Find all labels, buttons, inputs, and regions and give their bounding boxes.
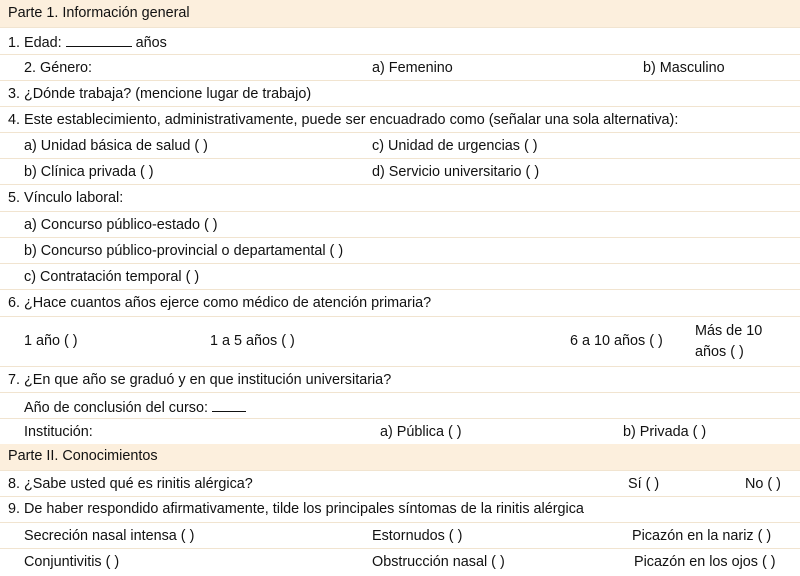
institution-label: Institución: (24, 424, 93, 440)
option-nose-itching[interactable]: Picazón en la nariz ( ) (632, 528, 772, 544)
option-female[interactable]: a) Femenino (372, 60, 453, 76)
question-label: 3. ¿Dónde trabaja? (mencione lugar de trabajo) (8, 86, 312, 102)
option-1-year[interactable]: 1 año ( ) (24, 333, 78, 349)
question-label: 6. ¿Hace cuantos años ejerce como médico de atención primaria? (8, 295, 432, 311)
graduation-year-label: Año de conclusión del curso: (24, 398, 246, 417)
option-male[interactable]: b) Masculino (643, 60, 725, 76)
option-provincial-contest[interactable]: b) Concurso público-provincial o departamental ( ) (24, 243, 344, 259)
question-label: 8. ¿Sabe usted qué es rinitis alérgica? (8, 476, 253, 492)
option-private-clinic[interactable]: b) Clínica privada ( ) (24, 164, 154, 180)
option-emergency-unit[interactable]: c) Unidad de urgencias ( ) (372, 138, 538, 154)
section-header-part1 (0, 0, 800, 27)
age-blank-field[interactable] (66, 33, 132, 47)
question-establishment (0, 106, 800, 132)
options-row (0, 263, 800, 289)
graduation-year-blank-field[interactable] (212, 398, 246, 412)
option-1-5-years[interactable]: 1 a 5 años ( ) (210, 333, 295, 349)
option-sneezing[interactable]: Estornudos ( ) (372, 528, 463, 544)
option-6-10-years[interactable]: 6 a 10 años ( ) (570, 333, 663, 349)
option-more-than-10-line1[interactable]: Más de 10 (695, 323, 763, 339)
question-knows-rhinitis (0, 470, 800, 496)
option-private[interactable]: b) Privada ( ) (623, 424, 707, 440)
question-employment (0, 184, 800, 211)
options-row (0, 158, 800, 184)
option-public[interactable]: a) Pública ( ) (380, 424, 462, 440)
options-row (0, 316, 800, 366)
institution-row (0, 418, 800, 444)
question-symptoms (0, 496, 800, 522)
question-label: 2. Género: (24, 60, 92, 76)
option-more-than-10-line2[interactable]: años ( ) (695, 344, 744, 360)
options-row (0, 211, 800, 237)
option-conjunctivitis[interactable]: Conjuntivitis ( ) (24, 554, 120, 570)
options-row (0, 132, 800, 158)
question-label: 9. De haber respondido afirmativamente, tilde los principales síntomas de la rinitis alérgica (8, 501, 584, 517)
option-university-service[interactable]: d) Servicio universitario ( ) (372, 164, 540, 180)
question-gender (0, 54, 800, 80)
option-temporary-contract[interactable]: c) Contratación temporal ( ) (24, 269, 200, 285)
section-header-part2 (0, 444, 800, 470)
question-label: 5. Vínculo laboral: (8, 190, 124, 206)
question-age (0, 27, 800, 54)
option-state-contest[interactable]: a) Concurso público-estado ( ) (24, 217, 218, 233)
option-nasal-secretion[interactable]: Secreción nasal intensa ( ) (24, 528, 195, 544)
question-graduation (0, 366, 800, 392)
option-eye-itching[interactable]: Picazón en los ojos ( ) (634, 554, 776, 570)
options-row (0, 522, 800, 548)
question-years-practice (0, 289, 800, 316)
question-label: 7. ¿En que año se graduó y en que institución universitaria? (8, 372, 392, 388)
options-row (0, 237, 800, 263)
option-basic-health-unit[interactable]: a) Unidad básica de salud ( ) (24, 138, 208, 154)
option-yes[interactable]: Sí ( ) (628, 476, 660, 492)
question-workplace (0, 80, 800, 106)
section-title: Parte 1. Información general (8, 5, 190, 21)
question-label: 4. Este establecimiento, administrativamente, puede ser encuadrado como (señalar una sola alternativa): (8, 112, 679, 128)
option-no[interactable]: No ( ) (745, 476, 781, 492)
question-label: 1. Edad: años (8, 35, 167, 51)
section-title: Parte II. Conocimientos (8, 448, 158, 464)
options-row (0, 548, 800, 576)
option-nasal-obstruction[interactable]: Obstrucción nasal ( ) (372, 554, 505, 570)
graduation-year-row (0, 392, 800, 418)
